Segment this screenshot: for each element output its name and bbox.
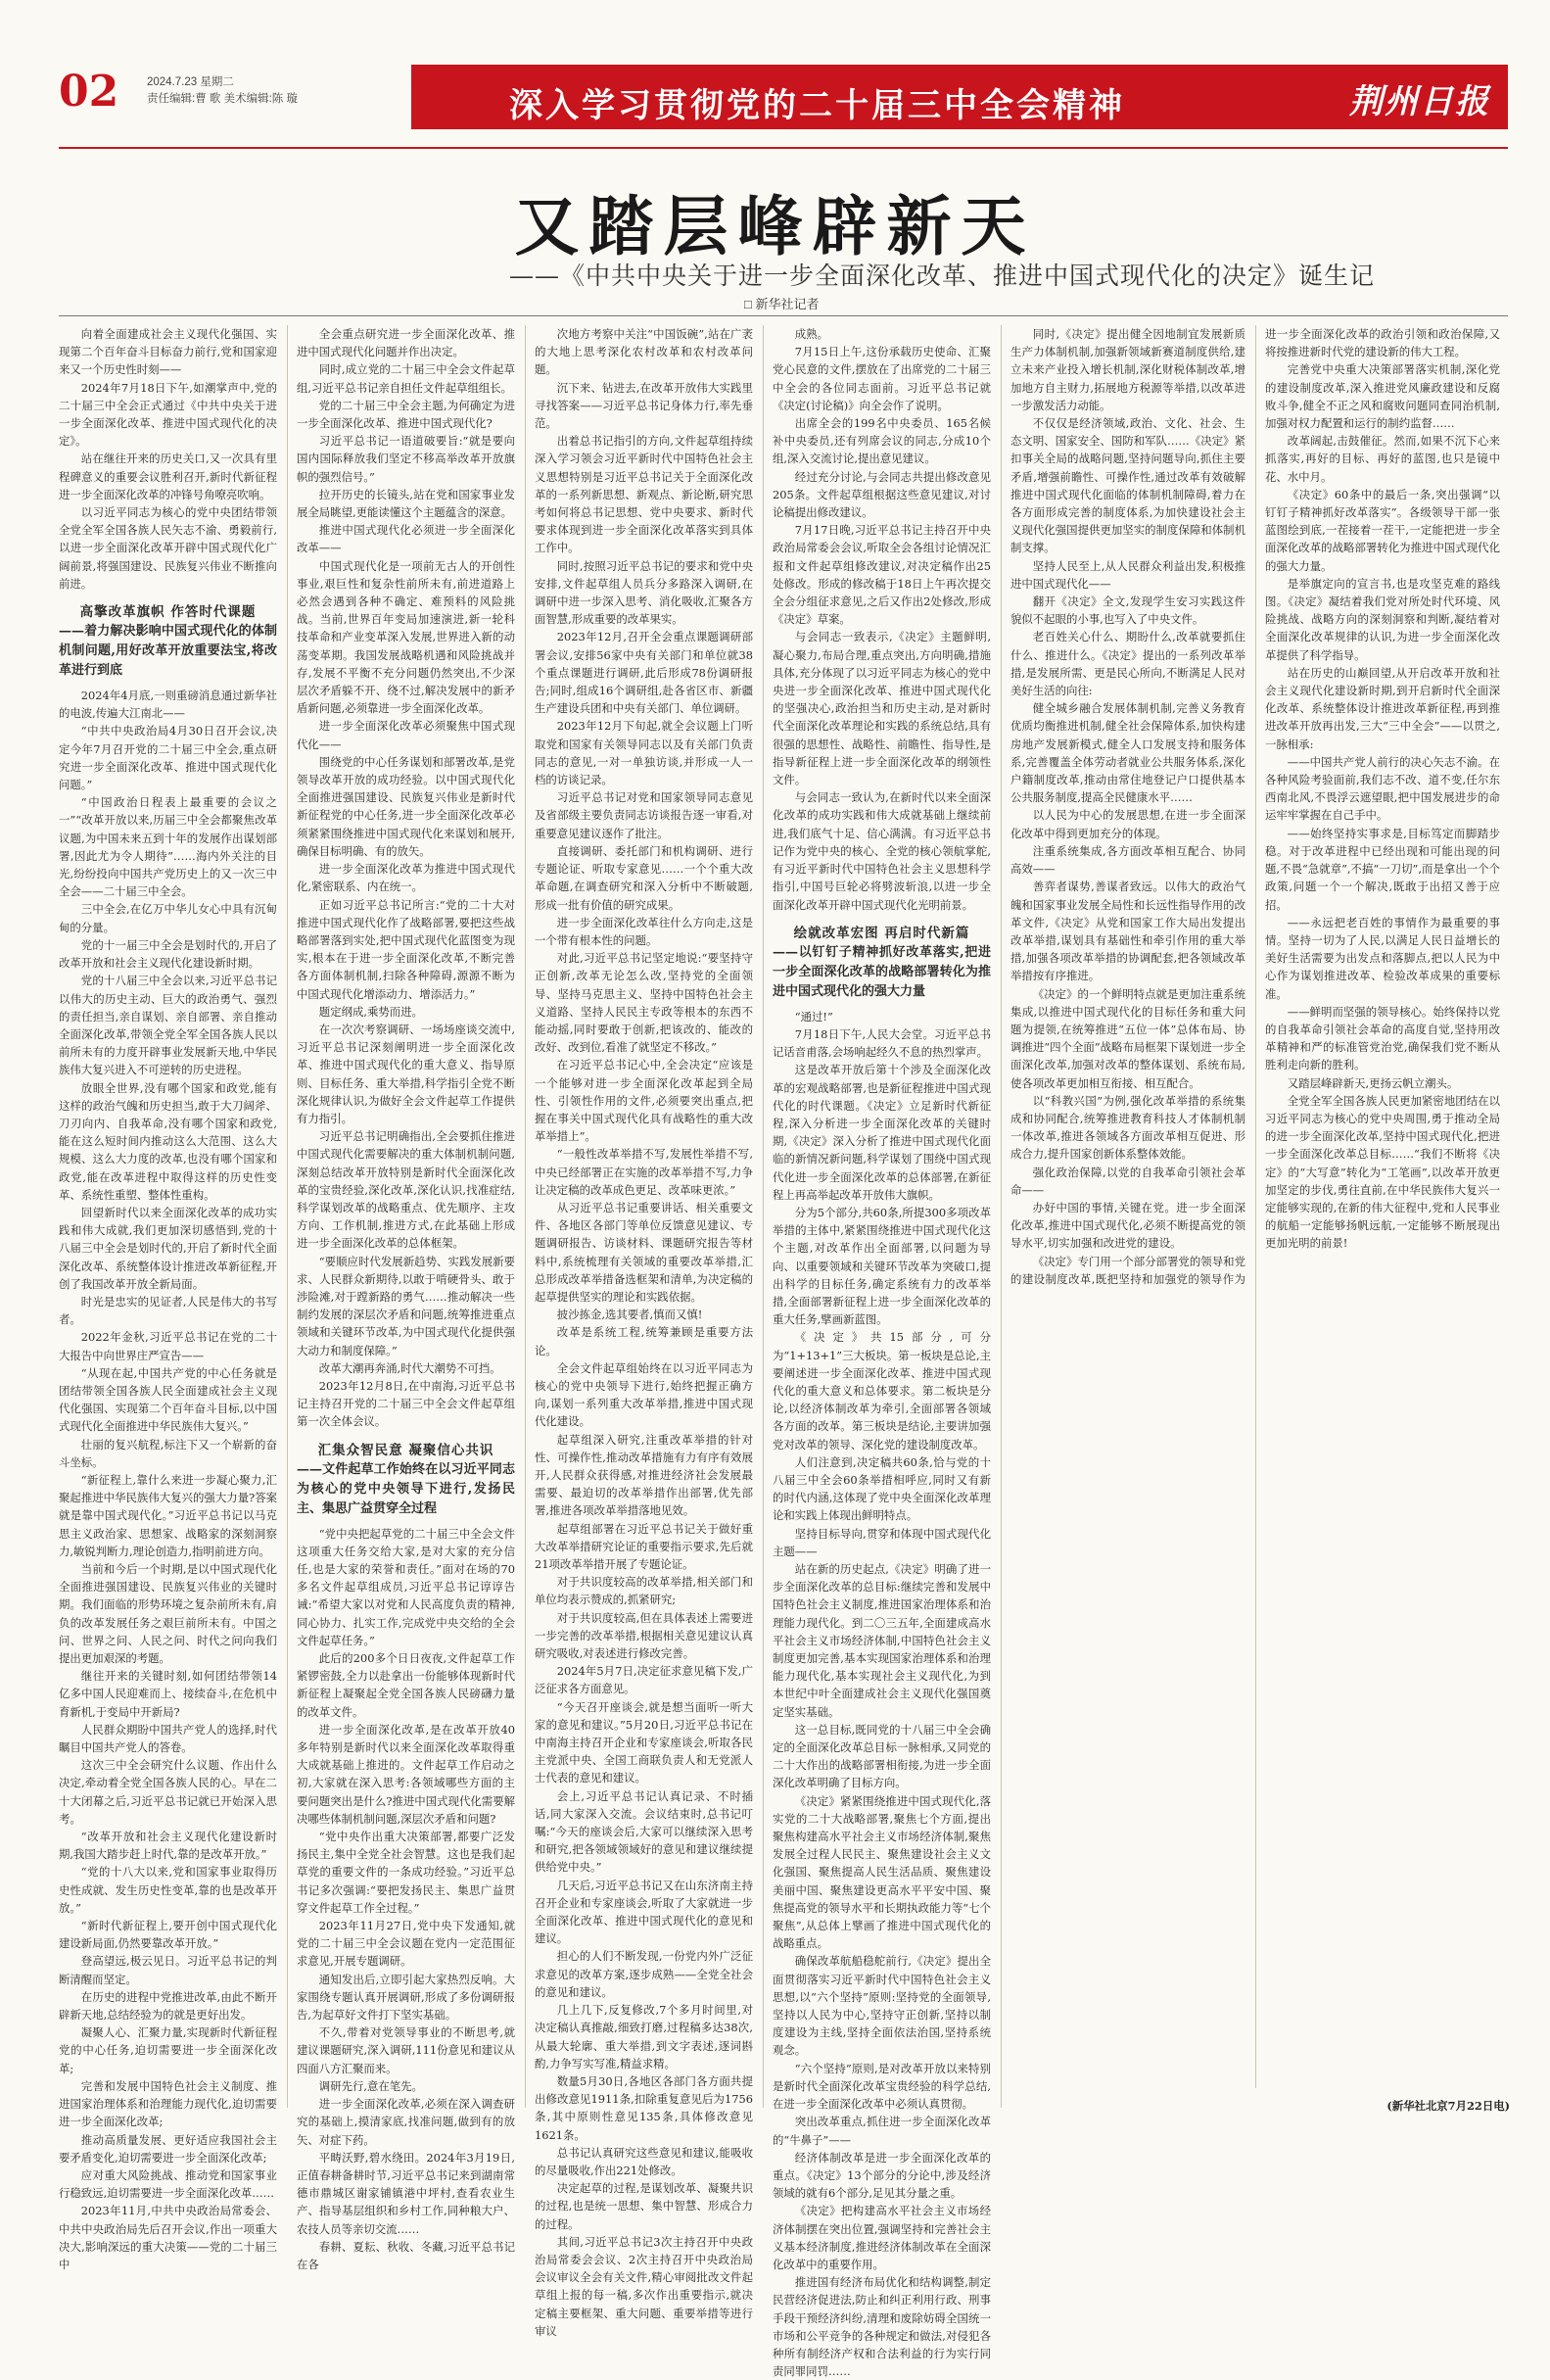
body-paragraph: 成熟。 bbox=[794, 327, 828, 341]
body-paragraph: 2024年7月18日下午,如潮掌声中,党的二十届三中全会正式通过《中共中央关于进一步全面深化改革、推进中国式现代化的决定》。 bbox=[59, 380, 277, 449]
body-paragraph: 以习近平同志为核心的党中央团结带领全党全军全国各族人民矢志不渝、勇毅前行,以进一步全面深化改革开辟中国式现代化广阔前景,将强国建设、民族复兴伟业不断推向前进。 bbox=[59, 505, 277, 591]
body-paragraph: 以“科教兴国”为例,强化改革举措的系统集成和协同配合,统筹推进教育科技人才体制机制一体改革,推进各领域各方面改革相互促进、形成合力,提升国家创新体系整体效能。 bbox=[1010, 1093, 1245, 1162]
body-paragraph: 放眼全世界,没有哪个国家和政党,能有这样的政治气魄和历史担当,敢于大刀阔斧、刀刃向内、自我革命,没有哪个国家和政党,能在这么短时间内推动这么大范围、这么大规模、这么大力度的改革,也没有哪个国家和政党,能在改革进程中取得这样的历史性变革、系统性重塑、整体性重构。 bbox=[59, 1080, 277, 1202]
body-paragraph: 同时,《决定》提出健全因地制宜发展新质生产力体制机制,加强新领域新赛道制度供给,建立未来产业投入增长机制,深化财税体制改革,增加地方自主财力,拓展地方税源等举措,以改革进一步激发活力动能。 bbox=[1010, 327, 1245, 412]
body-paragraph: 这次三中全会研究什么议题、作出什么决定,牵动着全党全国各族人民的心。早在二十大闭幕之后,习近平总书记就已开始深入思考。 bbox=[59, 1758, 277, 1826]
body-paragraph: 对于共识度较高,但在具体表述上需要进一步完善的改革举措,根据相关意见建议认真研究吸收,对表述进行修改完善。 bbox=[535, 1610, 753, 1661]
body-paragraph: 起草组部署在习近平总书记关于做好重大改革举措研究论证的重要指示要求,先后就21项改革举措开展了专题论证。 bbox=[535, 1521, 753, 1572]
body-paragraph: 《决定》专门用一个部分部署党的领导和党的建设制度改革,既把坚持和加强党的领导作为进一步全面深化改革的政治引领和政治保障,又将按推进新时代党的建设新的伟大工程。 bbox=[1010, 327, 1500, 1286]
body-paragraph: 是举旗定向的宣言书,也是攻坚克难的路线图。《决定》凝结着我们党对所处时代环境、风险挑战、战略方向的深刻洞察和判断,凝结着对全面深化改革规律的认识,为进一步全面深化改革提供了科学指导。 bbox=[1265, 576, 1500, 662]
body-paragraph: 几天后,习近平总书记又在山东济南主持召开企业和专家座谈会,听取了大家就进一步全面深化改革、推进中国式现代化的意见和建议。 bbox=[535, 1878, 753, 1946]
section-subtitle: ——文件起草工作始终在以习近平同志为核心的党中央领导下进行,发扬民主、集思广益贯穿全过程 bbox=[297, 1461, 515, 1516]
body-paragraph: 围绕党的中心任务谋划和部署改革,是党领导改革开放的成功经验。以中国式现代化全面推进强国建设、民族复兴伟业是新时代新征程党的中心任务,进一步全面深化改革必须紧紧围绕推进中国式现代化来谋划和展开,确保目标明确、有的放矢。 bbox=[297, 754, 515, 858]
body-paragraph: 会上,习近平总书记认真记录、不时插话,同大家深入交流。会议结束时,总书记叮嘱:“今天的座谈会后,大家可以继续深入思考和研究,把各领域领域好的意见和建议继续提供给党中央。” bbox=[535, 1788, 753, 1875]
body-paragraph: 分为5个部分,共60条,所提300多项改革举措的主体中,紧紧围绕推进中国式现代化这个主题,对改革作出全面部署,以问题为导向、以重要领域和关键环节改革为突破口,提出科学的目标任务,确定系统有力的改革举措,全面部署新征程上进一步全面深化改革的重大任务,擘画新蓝图。 bbox=[773, 1205, 991, 1327]
body-paragraph: 2022年金秋,习近平总书记在党的二十大报告中向世界庄严宣告—— bbox=[59, 1330, 277, 1362]
article-column-1 bbox=[59, 325, 277, 2271]
body-paragraph: “通过!” bbox=[794, 1009, 833, 1023]
body-paragraph: 对于共识度较高的改革举措,相关部门和单位均表示赞成的,抓紧研究; bbox=[535, 1575, 753, 1607]
body-paragraph: 与会同志一致表示,《决定》主题鲜明,凝心聚力,布局合理,重点突出,方向明确,措施具体,充分体现了以习近平同志为核心的党中央进一步全面深化改革、推进中国式现代化的坚强决心,政治担当和历史主动,是对新时代全面深化改革理论和实践的系统总结,具有很强的思想性、战略性、前瞻性、指导性,是指导新征程上进一步全面深化改革的纲领性文件。 bbox=[773, 630, 991, 787]
body-paragraph: 健全城乡融合发展体制机制,完善义务教育优质均衡推进机制,健全社会保障体系,加快构建房地产发展新模式,健全人口发展支持和服务体系,完善覆盖全体劳动者就业公共服务体系,深化户籍制度改革,推动由常住地登记户口提供基本公共服务制度,提高全民健康水平…… bbox=[1010, 701, 1245, 805]
body-paragraph: 注重系统集成,各方面改革相互配合、协同高效—— bbox=[1010, 843, 1245, 877]
body-paragraph: “中共中央政治局4月30日召开会议,决定今年7月召开党的二十届三中全会,重点研究进一步全面深化改革、推进中国式现代化问题。” bbox=[59, 724, 277, 792]
body-paragraph: “六个坚持”原则,是对改革开放以来特别是新时代全面深化改革宝贵经验的科学总结,在进一步全面深化改革中必须认真贯彻。 bbox=[773, 2061, 991, 2112]
body-paragraph: 应对重大风险挑战、推动党和国家事业行稳致远,迫切需要进一步全面深化改革…… bbox=[59, 2167, 277, 2201]
section-subtitle: ——着力解决影响中国式现代化的体制机制问题,用好改革开放重要法宝,将改革进行到底 bbox=[59, 624, 277, 679]
body-paragraph: 《决定》紧紧围绕推进中国式现代化,落实党的二十大战略部署,聚焦七个方面,提出聚焦构建高水平社会主义市场经济体制,聚焦发展全过程人民民主、聚焦建设社会主义文化强国、聚焦提高人民生活品质、聚焦建设美丽中国、聚焦建设更高水平平安中国、聚焦提高党的领导水平和长期执政能力等“七个聚焦”,从总体上擘画了推进中国式现代化的战略重点。 bbox=[773, 1793, 991, 1951]
body-paragraph: “一般性改革举措不写,发展性举措不写,中央已经部署正在实施的改革举措不写,力争让决定稿的改革成色更足、改革味更浓。” bbox=[535, 1147, 753, 1197]
body-paragraph: 进一步全面深化改革为推进中国式现代化,紧密联系、内在统一。 bbox=[297, 862, 515, 894]
page-number: 02 bbox=[59, 67, 119, 117]
body-paragraph: 2024年5月7日,决定征求意见稿下发,广泛征求各方面意见。 bbox=[535, 1664, 753, 1696]
column-divider bbox=[525, 325, 526, 2108]
section-title: 绘就改革宏图 再启时代新篇 bbox=[793, 925, 970, 941]
article-byline: □ 新华社记者 bbox=[744, 297, 820, 311]
body-paragraph: 这一总目标,既同党的十八届三中全会确定的全面深化改革总目标一脉相承,又同党的二十大作出的战略部署相衔接,为进一步全面深化改革明确了目标方向。 bbox=[773, 1722, 991, 1790]
body-paragraph: 正如习近平总书记所言:“党的二十大对推进中国式现代化作了战略部署,要把这些战略部署落到实处,把中国式现代化蓝图变为现实,根本在于进一步全面深化改革,不断完善各方面体制机制,扫除各种障碍,源源不断为中国式现代化增添动力、增添活力。” bbox=[297, 897, 515, 1001]
body-paragraph: 凝聚人心、汇聚力量,实现新时代新征程党的中心任务,迫切需要进一步全面深化改革; bbox=[59, 2025, 277, 2075]
body-paragraph: 《决定》60条中的最后一条,突出强调“以钉钉子精神抓好改革落实”。各级领导干部一张蓝图绘到底,一茬接着一茬干,一定能把进一步全面深化改革的战略部署转化为推进中国式现代化的强大力量。 bbox=[1265, 487, 1500, 573]
banner-title: 深入学习贯彻党的二十届三中全会精神 bbox=[509, 86, 1125, 125]
column-divider bbox=[1001, 325, 1002, 2108]
issue-date: 2024.7.23 星期二 bbox=[147, 76, 234, 88]
body-paragraph: 直接调研、委托部门和机构调研、进行专题论证、听取专家意见……一个个重大改革命题,在调查研究和深入分析中不断破题,形成一批有价值的研究成果。 bbox=[535, 843, 753, 912]
body-paragraph: 经济体制改革是进一步全面深化改革的重点。《决定》13个部分的分论中,涉及经济领域的就有6个部分,足见其分量之重。 bbox=[773, 2150, 991, 2201]
body-paragraph: 翻开《决定》全文,发现学生安习实践这件貌似不起眼的小事,也写入了中央文件。 bbox=[1010, 595, 1245, 627]
body-paragraph: 习近平总书记对党和国家领导同志意见及省部级主要负责同志访谈报告逐一审看,对重要意见建议逐作了批注。 bbox=[535, 790, 753, 840]
article-column-4 bbox=[773, 325, 991, 2379]
body-paragraph: 进一步全面深化改革必须聚焦中国式现代化—— bbox=[297, 719, 515, 751]
body-paragraph: 决定起草的过程,是谋划改革、凝聚共识的过程,也是统一思想、集中智慧、形成合力的过程。 bbox=[535, 2181, 753, 2231]
body-paragraph: “从现在起,中国共产党的中心任务就是团结带领全国各族人民全面建成社会主义现代化强国、实现第二个百年奋斗目标,以中国式现代化全面推进中华民族伟大复兴。” bbox=[59, 1365, 277, 1434]
body-paragraph: 《决定》把构建高水平社会主义市场经济体制摆在突出位置,强调坚持和完善社会主义基本经济制度,推进经济体制改革在全面深化改革中的重要作用。 bbox=[773, 2204, 991, 2271]
body-paragraph: 站在历史的山巅回望,从开启改革开放和社会主义现代化建设新时期,到开启新时代全面深化改革、系统整体设计推进改革新征程,再到推进改革开放再出发,三大“三中全会”——以贯之,一脉相承: bbox=[1265, 665, 1500, 751]
body-paragraph: “中国政治日程表上最重要的会议之一”“改革开放以来,历届三中全会都聚焦改革议题,为中国未来五到十年的发展作出谋划部署,因此尤为令人期待”……海内外关注的目光,纷纷投向中国共产党历史上的又一次三中全会——二十届三中全会。 bbox=[59, 795, 277, 899]
body-paragraph: 站在新的历史起点,《决定》明确了进一步全面深化改革的总目标:继续完善和发展中国特色社会主义制度,推进国家治理体系和治理能力现代化。到二〇三五年,全面建成高水平社会主义市场经济体制,中国特色社会主义制度更加完善,基本实现国家治理体系和治理能力现代化,基本实现社会主义现代化,为到本世纪中叶全面建成社会主义现代化强国奠定坚实基础。 bbox=[773, 1562, 991, 1719]
body-paragraph: 推进中国式现代化必须进一步全面深化改革—— bbox=[297, 523, 515, 555]
body-paragraph: 几上几下,反复修改,7个多月时间里,对决定稿认真推敲,细致打磨,过程稿多达38次,从最大轮廓、重大举措,到文字表述,逐词斟酌,力争写实写准,精益求精。 bbox=[535, 2003, 753, 2071]
article-subheadline: ——《中共中央关于进一步全面深化改革、推进中国式现代化的决定》诞生记 bbox=[509, 262, 1376, 290]
body-paragraph: 总书记认真研究这些意见和建议,能吸收的尽量吸收,作出221处修改。 bbox=[535, 2145, 753, 2177]
body-paragraph: 与会同志一致认为,在新时代以来全面深化改革的成功实践和伟大成就基础上继续前进,我们底气十足、信心满满。有习近平总书记作为党中央的核心、全党的核心领航掌舵,有习近平新时代中国特色社会主义思想科学指引,中国号巨轮必将劈波斩浪,以进一步全面深化改革开辟中国式现代化光明前景。 bbox=[773, 790, 991, 912]
body-paragraph: 习近平总书记明确指出,全会要抓住推进中国式现代化需要解决的重大体制机制问题,深刻总结改革开放特别是新时代全面深化改革的宝贵经验,深化改革,深化认识,找准症结,科学谋划改革的战略重点、优先顺序、主攻方向、工作机制,推进方式,在此基础上形成进一步全面深化改革的总体框架。 bbox=[297, 1129, 515, 1251]
body-paragraph: 三中全会,在亿万中华儿女心中具有沉甸甸的分量。 bbox=[59, 902, 277, 934]
body-paragraph: “改革开放和社会主义现代化建设新时期,我国大踏步赶上时代,靠的是改革开放。” bbox=[59, 1830, 277, 1862]
body-paragraph: “新时代新征程上,要开创中国式现代化建设新局面,仍然要靠改革开放。” bbox=[59, 1919, 277, 1951]
body-paragraph: 《决定》共15部分,可分为“1+13+1”三大板块。第一板块是总论,主要阐述进一步全面深化改革、推进中国式现代化的重大意义和总体要求。第二板块是分论,以经济体制改革为牵引,全面部署各领域各方面的改革。第三板块是结论,主要讲加强党对改革的领导、深化党的建设制度改革。 bbox=[773, 1330, 991, 1452]
body-paragraph: 推进国有经济布局优化和结构调整,制定民营经济促进法,防止和纠正利用行政、刑事手段干预经济纠纷,清理和废除妨碍全国统一市场和公平竞争的各种规定和做法,对侵犯各种所有制经济产权和合法利益的行为实行同责同罪同罚…… bbox=[773, 2275, 991, 2379]
body-paragraph: 数量5月30日,各地区各部门各方面共提出修改意见1911条,扣除重复意见后为1756条,其中原则性意见135条,具体修改意见1621条。 bbox=[535, 2073, 753, 2142]
body-paragraph: 向着全面建成社会主义现代化强国、实现第二个百年奋斗目标奋力前行,党和国家迎来又一个历史性时刻—— bbox=[59, 327, 277, 377]
body-paragraph: 出席全会的199名中央委员、165名候补中央委员,还有列席会议的同志,分成10个组,深入交流讨论,提出意见建议。 bbox=[773, 416, 991, 466]
body-paragraph: 确保改革航船稳舵前行,《决定》提出全面贯彻落实习近平新时代中国特色社会主义思想,以“六个坚持”原则:坚持党的全面领导,坚持以人民为中心,坚持守正创新,坚持以制度建设为主线,坚持全面依法治国,坚持系统观念。 bbox=[773, 1954, 991, 2058]
body-paragraph: 人民群众期盼中国共产党人的选择,时代瞩目中国共产党人的答卷。 bbox=[59, 1722, 277, 1755]
body-paragraph: ——始终坚持实事求是,目标笃定而脚踏步稳。对于改革进程中已经出现和可能出现的问题,不畏“急就章”,不搞“一刀切”,而是拿出一个个政策,问题一个一个解决,既敢于出招又善于应招。 bbox=[1265, 826, 1500, 912]
body-paragraph: 老百姓关心什么、期盼什么,改革就要抓住什么、推进什么。《决定》提出的一系列改革举措,是发展所需、更是民心所向,不断满足人民对美好生活的向往: bbox=[1010, 630, 1245, 698]
body-paragraph: 对此,习近平总书记坚定地说:“要坚持守正创新,改革无论怎么改,坚持党的全面领导、坚持马克思主义、坚持中国特色社会主义道路、坚持人民民主专政等根本的东西不能动摇,同时要敢于创新,把该改的、能改的改好、改到位,看准了就坚定不移改。” bbox=[535, 951, 753, 1055]
body-paragraph: 在习近平总书记心中,全会决定“应该是一个能够对进一步全面深化改革起到全局性、引领性作用的文件,必须要突出重点,把握在事关中国式现代化具有战略性的重大改革举措上”。 bbox=[535, 1058, 753, 1144]
body-paragraph: 继往开来的关键时刻,如何团结带领14亿多中国人民迎难而上、接续奋斗,在危机中育新机,于变局中开新局? bbox=[59, 1669, 277, 1719]
body-paragraph: 登高望远,极云见日。习近平总书记的判断清醒而坚定。 bbox=[59, 1954, 277, 1986]
body-paragraph: 进一步全面深化改革,是在改革开放40多年特别是新时代以来全面深化改革取得重大成就基础上推进的。文件起草工作启动之初,大家就在深入思考:各领域哪些方面的主要问题突出是什么?推进中国式现代化需要解决哪些体制机制问题,深层次矛盾和问题? bbox=[297, 1722, 515, 1826]
body-paragraph: 改革大潮再奔涌,时代大潮势不可挡。 bbox=[318, 1360, 501, 1375]
body-paragraph: 不仅仅是经济领域,政治、文化、社会、生态文明、国家安全、国防和军队……《决定》紧扣事关全局的战略问题,坚持问题导向,抓住主要矛盾,增强前瞻性、可操作性,通过改革有效破解推进中国式现代化面临的体制机制障碍,着力在各方面形成完善的制度体系,为加快建设社会主义现代化强国提供更加坚实的制度保障和体制机制支撑。 bbox=[1010, 416, 1245, 555]
body-paragraph: 同时,按照习近平总书记的要求和党中央安排,文件起草组人员兵分多路深入调研,在调研中进一步深入思考、消化吸收,汇聚各方面智慧,形成重要的改革果实。 bbox=[535, 558, 753, 627]
body-paragraph: “要顺应时代发展新趋势、实践发展新要求、人民群众新期待,以敢于啃硬骨头、敢于涉险滩,对于蹚新路的勇气……推动解决一些制约发展的深层次矛盾和问题,统筹推进重点领域和关键环节改革,为中国式现代化提供强大动力和制度保障。” bbox=[297, 1254, 515, 1357]
body-paragraph: 担心的人们不断发现,一份党内外广泛征求意见的改革方案,逐步成熟——全党全社会的意见和建议。 bbox=[535, 1949, 753, 1999]
body-paragraph: 此后的200多个日日夜夜,文件起草工作紧锣密鼓,全力以赴拿出一份能够体现新时代新征程上凝聚起全党全国各族人民磅礴力量的改革文件。 bbox=[297, 1651, 515, 1719]
header-meta bbox=[147, 74, 298, 108]
body-paragraph: ——鲜明而坚强的领导核心。始终保持以党的自我革命引领社会革命的高度自觉,坚持用改革精神和严的标准管党治党,确保我们党不断从胜利走向新的胜利。 bbox=[1265, 1004, 1500, 1072]
body-paragraph: 这是改革开放后第十个涉及全面深化改革的宏观战略部署,也是新征程推进中国式现代化的时代课题。《决定》立足新时代新征程,深入分析进一步全面深化改革的关键时期,《决定》深入分析了推进中国式现代化面临的新情况新问题,科学谋划了围绕中国式现代化进一步全面深化改革的总体部署,在新征程上再高举起改革开放伟大旗帜。 bbox=[773, 1063, 991, 1202]
section-heading bbox=[297, 1441, 515, 1519]
body-paragraph: ——永远把老百姓的事情作为最重要的事情。坚持一切为了人民,以满足人民日益增长的美好生活需要为出发点和落脚点,把以人民为中心作为谋划推进改革、检验改革成果的重要标准。 bbox=[1265, 915, 1500, 1001]
page-header bbox=[59, 63, 1508, 143]
body-paragraph: 改革阔起,击鼓催征。然而,如果不沉下心来抓落实,再好的目标、再好的蓝图,也只是镜中花、水中月。 bbox=[1265, 434, 1500, 484]
body-paragraph: 党的十一届三中全会是划时代的,开启了改革开放和社会主义现代化建设新时期。 bbox=[59, 937, 277, 971]
dateline-note: (新华社北京7月22日电) bbox=[1386, 2099, 1510, 2113]
body-paragraph: 出着总书记指引的方向,文件起草组持续深入学习领会习近平新时代中国特色社会主义思想特别是习近平总书记关于全面深化改革的一系列新思想、新观点、新论断,研究思考如何将总书记思想、党中央要求、新时代要求体现到进一步全面深化改革落实到具体工作中。 bbox=[535, 434, 753, 555]
article-column-5 bbox=[1010, 325, 1500, 2088]
body-paragraph: 2023年11月,中共中央政治局常委会、中共中央政治局先后召开会议,作出一项重大决大,影响深远的重大决策——党的二十届三中 bbox=[59, 2204, 277, 2271]
body-paragraph: 经过充分讨论,与会同志共提出修改意见205条。文件起草组根据这些意见建议,对讨论稿提出修改建议。 bbox=[773, 469, 991, 520]
body-paragraph: “新征程上,靠什么来进一步凝心聚力,汇聚起推进中华民族伟大复兴的强大力量?答案就是靠中国式现代化。”习近平总书记以马克思主义政治家、思想家、战略家的深刻洞察力,敏锐判断力,理论创造力,指明前进方向。 bbox=[59, 1472, 277, 1558]
body-paragraph: 当前和今后一个时期,是以中国式现代化全面推进强国建设、民族复兴伟业的关键时期。我们面临的形势环境之复杂前所未有,肩负的改革发展任务之艰巨前所未有。中国之问、世界之问、人民之问、时代之问向我们提出更加艰深的考题。 bbox=[59, 1562, 277, 1666]
editors-credit: 责任编辑:曹 歌 美术编辑:陈 璇 bbox=[147, 93, 298, 105]
newspaper-logo: 荆州日报 bbox=[1349, 82, 1490, 121]
body-paragraph: 7月15日上午,这份承载历史使命、汇聚党心民意的文件,摆放在了出席党的二十届三中全会的各位同志面前。习近平总书记就《决定(讨论稿)》向全会作了说明。 bbox=[773, 345, 991, 412]
body-paragraph: 调研先行,意在笔先。 bbox=[318, 2078, 423, 2093]
header-divider bbox=[59, 147, 1508, 149]
body-paragraph: 次地方考察中关注“中国饭碗”,站在广袤的大地上思考深化农村改革和农村改革问题。 bbox=[535, 327, 753, 377]
body-paragraph: 办好中国的事情,关键在党。进一步全面深化改革,推进中国式现代化,必须不断提高党的领导水平,切实加强和改进党的建设。 bbox=[1010, 1200, 1245, 1251]
body-paragraph: 又踏层峰辟新天,更扬云帆立潮头。 bbox=[1287, 1075, 1459, 1090]
body-paragraph: 习近平总书记一语道破要旨:“就是要向国内国际释放我们坚定不移高举改革开放旗帜的强烈信号。” bbox=[297, 434, 515, 484]
body-paragraph: 《决定》的一个鲜明特点就是更加注重系统集成,以推进中国式现代化的目标任务和重大问题为提领,在统筹推进“五位一体”总体布局、协调推进“四个全面”战略布局框架下谋划进一步全面深化改革,加强对改革的整体谋划、系统布局,使各项改革更加相互衔接、相互配合。 bbox=[1010, 986, 1245, 1090]
body-paragraph: 2023年12月下旬起,就全会议题上门听取党和国家有关领导同志以及有关部门负责同志的意见,一对一单独访谈,并形成一人一档的访谈记录。 bbox=[535, 719, 753, 787]
body-paragraph: “党中央作出重大决策部署,都要广泛发扬民主,集中全党全社会智慧。这也是我们起草党的重要文件的一条成功经验。”习近平总书记多次强调:“要把发扬民主、集思广益贯穿文件起草工作全过程。” bbox=[297, 1830, 515, 1915]
body-paragraph: 时光是忠实的见证者,人民是伟大的书写者。 bbox=[59, 1294, 277, 1327]
section-title: 高擎改革旗帜 作答时代课题 bbox=[79, 604, 257, 621]
body-paragraph: “今天召开座谈会,就是想当面听一听大家的意见和建议。”5月20日,习近平总书记在中南海主持召开企业和专家座谈会,听取各民主党派中央、全国工商联负责人和无党派人士代表的意见和建议。 bbox=[535, 1699, 753, 1785]
body-paragraph: 在历史的进程中党推进改革,由此不断开辟新天地,总结经验为的就是更好出发。 bbox=[59, 1989, 277, 2023]
body-paragraph: 壮丽的复兴航程,标注下又一个崭新的奋斗坐标。 bbox=[59, 1437, 277, 1469]
body-paragraph: 突出改革重点,抓住进一步全面深化改革的“牛鼻子”—— bbox=[773, 2115, 991, 2147]
column-divider bbox=[287, 325, 288, 2108]
body-paragraph: 春耕、夏耘、秋收、冬藏,习近平总书记在各 bbox=[297, 2239, 515, 2271]
column-divider bbox=[763, 325, 764, 2108]
article-column-2 bbox=[297, 325, 515, 2271]
body-paragraph: 其间,习近平总书记3次主持召开中央政治局常委会会议、2次主持召开中央政治局会议审议全会有关文件,精心审阅批改文件起草组上报的每一稿,多次作出重要指示,就决定稿主要框架、重大问题、重要举措等进行审议 bbox=[535, 2234, 753, 2338]
body-paragraph: 坚持目标导向,贯穿和体现中国式现代化主题—— bbox=[773, 1526, 991, 1558]
body-paragraph: 不久,带着对党领导事业的不断思考,就建议课题研究,深入调研,111份意见和建议从四面八方汇聚而来。 bbox=[297, 2025, 515, 2075]
body-paragraph: “党的十八大以来,党和国家事业取得历史性成就、发生历史性变革,靠的也是改革开放。” bbox=[59, 1865, 277, 1915]
body-paragraph: 披沙拣金,选其要者,慎而又慎! bbox=[556, 1308, 703, 1322]
section-banner bbox=[411, 65, 1508, 129]
section-heading bbox=[59, 602, 277, 681]
body-paragraph: 完善和发展中国特色社会主义制度、推进国家治理体系和治理能力现代化,迫切需要进一步全面深化改革; bbox=[59, 2078, 277, 2129]
body-paragraph: 中国式现代化是一项前无古人的开创性事业,艰巨性和复杂性前所未有,前进道路上必然会遇到各种不确定、难预料的风险挑战。当前,世界百年变局加速演进,新一轮科技革命和产业变革深入发展,世界进入新的动荡变革期。我国发展战略机遇和风险挑战并存,发展不平衡不充分问题仍然突出,不少深层次矛盾躲不开、绕不过,解决发展中的新矛盾新问题,必须靠进一步全面深化改革。 bbox=[297, 558, 515, 716]
body-paragraph: 同时,成立党的二十届三中全会文件起草组,习近平总书记亲自担任文件起草组组长。 bbox=[297, 362, 515, 395]
section-subtitle: ——以钉钉子精神抓好改革落实,把进一步全面深化改革的战略部署转化为推进中国式现代化的强大力量 bbox=[773, 944, 991, 999]
body-paragraph: 2023年12月8日,在中南海,习近平总书记主持召开党的二十届三中全会文件起草组第一次全体会议。 bbox=[297, 1378, 515, 1429]
body-paragraph: 2023年11月27日,党中央下发通知,就党的二十届三中全会议题在党内一定范围征求意见,开展专题调研。 bbox=[297, 1919, 515, 1969]
body-divider bbox=[59, 315, 1508, 316]
body-paragraph: 在一次次考察调研、一场场座谈交流中,习近平总书记深刻阐明进一步全面深化改革、推进中国式现代化的重大意义、指导原则、目标任务、重大举措,科学指引全党不断深化规律认识,为做好全会文件起草工作提供有力指引。 bbox=[297, 1022, 515, 1125]
body-paragraph: 2023年12月,召开全会重点课题调研部署会议,安排56家中央有关部门和单位就38个重点课题进行调研,此后形成78份调研报告;同时,组成16个调研组,赴各省区市、新疆生产建设兵团和中央有关部门、单位调研。 bbox=[535, 630, 753, 716]
body-paragraph: 题定纲成,乘势而进。 bbox=[318, 1004, 423, 1019]
body-paragraph: 沉下来、钻进去,在改革开放伟大实践里寻找答案——习近平总书记身体力行,率先垂范。 bbox=[535, 380, 753, 431]
article-headline: 又踏层峰辟新天 bbox=[514, 188, 1036, 264]
body-paragraph: 全党全军全国各族人民更加紧密地团结在以习近平同志为核心的党中央周围,勇于推动全局的进一步全面深化改革,坚持中国式现代化,把进一步全面深化改革总目标……“我们不断将《决定》的“大写意”转化为“工笔画”,以改革开放更加坚定的步伐,勇往直前,在中华民族伟大复兴一定能够实现的,在新的伟大征程中,党和人民事业的航船一定能够扬帆远航,一定能够不断展现出更加光明的前景! bbox=[1265, 1093, 1500, 1251]
body-paragraph: 完善党中央重大决策部署落实机制,深化党的建设制度改革,深入推进党风廉政建设和反腐败斗争,健全不正之风和腐败问题同查同治机制,加强对权力配置和运行的制约监督…… bbox=[1265, 362, 1500, 431]
body-paragraph: 进一步全面深化改革,必须在深入调查研究的基础上,摸清家底,找准问题,做到有的放矢、对症下药。 bbox=[297, 2097, 515, 2147]
article-column-3 bbox=[535, 325, 753, 2338]
body-paragraph: 善弈者谋势,善谋者致远。以伟大的政治气魄和国家事业发展全局性和长远性指导作用的改革文件,《决定》从党和国家工作大局出发提出改革举措,谋划具有基础性和牵引作用的重大举措,加强各项改革举措的协调配套,把各领域改革举措按有序推进。 bbox=[1010, 880, 1245, 983]
body-paragraph: 起草组深入研究,注重改革举措的针对性、可操作性,推动改革措施有力有序有效展开,人民群众获得感,对推进经济社会发展最需要、最迫切的改革举措作出部署,优先部署,推进各项改革举措落地见效。 bbox=[535, 1432, 753, 1518]
body-paragraph: 党的二十届三中全会主题,为何确定为进一步全面深化改革、推进中国式现代化? bbox=[297, 398, 515, 431]
body-paragraph: 坚持人民至上,从人民群众利益出发,积极推进中国式现代化—— bbox=[1010, 558, 1245, 591]
body-paragraph: 站在继往开来的历史关口,又一次具有里程碑意义的重要会议胜利召开,新时代新征程进一步全面深化改革的冲锋号角嘹亮吹响。 bbox=[59, 452, 277, 501]
section-title: 汇集众智民意 凝聚信心共识 bbox=[317, 1442, 494, 1458]
body-paragraph: 通知发出后,立即引起大家热烈反响。大家围绕专题认真开展调研,形成了多份调研报告,为起草好文件打下坚实基础。 bbox=[297, 1972, 515, 2023]
body-paragraph: 改革是系统工程,统筹兼顾是重要方法论。 bbox=[535, 1325, 753, 1357]
body-paragraph: “党中央把起草党的二十届三中全会文件这项重大任务交给大家,是对大家的充分信任,也是大家的荣誉和责任。”面对在场的70多名文件起草组成员,习近平总书记谆谆告诫:“希望大家以对党和人民高度负责的精神,同心协力、扎实工作,完成党中央交给的全会文件起草任务。” bbox=[297, 1526, 515, 1647]
body-paragraph: 7月18日下午,人民大会堂。习近平总书记话音甫落,会场响起经久不息的热烈掌声。 bbox=[773, 1026, 991, 1060]
body-paragraph: 全会重点研究进一步全面深化改革、推进中国式现代化问题并作出决定。 bbox=[297, 327, 515, 359]
body-paragraph: 进一步全面深化改革往什么方向走,这是一个带有根本性的问题。 bbox=[535, 915, 753, 947]
body-paragraph: 强化政治保障,以党的自我革命引领社会革命—— bbox=[1010, 1165, 1245, 1197]
body-paragraph: 全会文件起草组始终在以习近平同志为核心的党中央领导下进行,始终把握正确方向,谋划一系列重大改革举措,推进中国式现代化建设。 bbox=[535, 1360, 753, 1429]
body-paragraph: 党的十八届三中全会以来,习近平总书记以伟大的历史主动、巨大的政治勇气、强烈的责任担当,亲自谋划、亲自部署、亲自推动全面深化改革,带领全党全军全国各族人民以前所未有的力度开辟事业发展新天地,中华民族伟大复兴进入不可逆转的历史进程。 bbox=[59, 974, 277, 1077]
body-paragraph: 7月17日晚,习近平总书记主持召开中央政治局常委会会议,听取全会各组讨论情况汇报和文件起草组修改建议,对决定稿作出25处修改。形成的修改稿于18日上午再次提交全会分组征求意见,之后又作出2处修改,形成《决定》草案。 bbox=[773, 523, 991, 627]
body-paragraph: 人们注意到,决定稿共60条,恰与党的十八届三中全会60条举措相呼应,同时又有新的时代内涵,这体现了党中央全面深化改革理论和实践上体现出鲜明特点。 bbox=[773, 1454, 991, 1523]
body-paragraph: 回望新时代以来全面深化改革的成功实践和伟大成就,我们更加深切感悟到,党的十八届三中全会是划时代的,开启了新时代全面深化改革、系统整体设计推进改革新征程,开创了我国改革开放全新局面。 bbox=[59, 1205, 277, 1291]
section-heading bbox=[773, 924, 991, 1002]
body-paragraph: 从习近平总书记重要讲话、相关重要文件、各地区各部门等单位反馈意见建议、专题调研报告、访谈材料、课题研究报告等材料中,系统梳理有关领域的重要改革举措,汇总形成改革举措备选框架和清单,为决定稿的起草提供坚实的理论和实践依据。 bbox=[535, 1200, 753, 1304]
body-paragraph: 平畴沃野,碧水绕田。2024年3月19日,正值春耕备耕时节,习近平总书记来到湖南常德市鼎城区谢家铺镇港中坪村,查看农业生产、指导基层组织和乡村工作,同种粮大户、农技人员等亲切交流…… bbox=[297, 2150, 515, 2236]
body-paragraph: 拉开历史的长镜头,站在党和国家事业发展全局眺望,更能读懂这个主题蕴含的深意。 bbox=[297, 487, 515, 520]
body-paragraph: 2024年4月底,一则重磅消息通过新华社的电波,传遍大江南北—— bbox=[59, 689, 277, 721]
body-paragraph: 推动高质量发展、更好适应我国社会主要矛盾变化,迫切需要进一步全面深化改革; bbox=[59, 2132, 277, 2165]
body-paragraph: 以人民为中心的发展思想,在进一步全面深化改革中得到更加充分的体现。 bbox=[1010, 808, 1245, 840]
body-paragraph: ——中国共产党人前行的决心矢志不渝。在各种风险考验面前,我们志不改、道不变,任尔东西南北风,不畏浮云遮望眼,把中国发展进步的命运牢牢掌握在自己手中。 bbox=[1265, 754, 1500, 823]
